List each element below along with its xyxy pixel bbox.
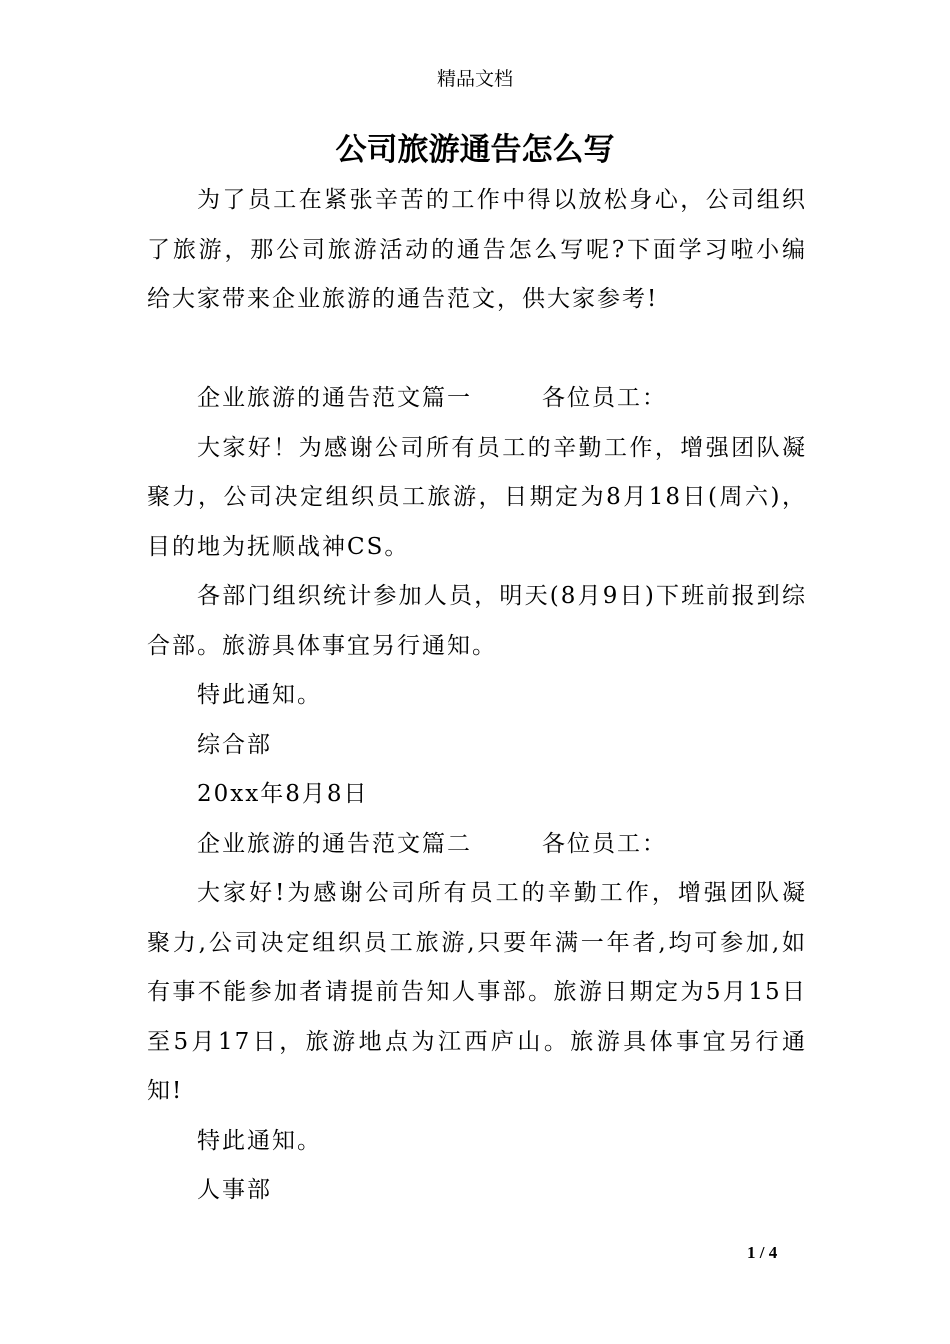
blank-line [147,325,807,375]
document-body [147,176,807,1216]
sample1-date: 20xx年8月8日 [197,781,369,807]
sample1-heading: 企业旅游的通告范文篇一 [197,385,472,411]
sample1-paragraph-1: 大家好！为感谢公司所有员工的辛勤工作，增强团队凝聚力，公司决定组织员工旅游，日期定为8月18日(周六)，目的地为抚顺战神CS。 [147,434,807,560]
page-header: 精品文档 [436,68,513,90]
total-pages: 4 [768,1243,778,1262]
sample1-paragraph-2: 各部门组织统计参加人员，明天(8月9日)下班前报到综合部。旅游具体事宜另行通知。 [147,583,807,659]
sample1-department: 综合部 [197,731,272,758]
sample2-greeting: 各位员工： [542,830,667,857]
sample1-heading-line [147,374,807,424]
sample2-closing: 特此通知。 [197,1127,322,1154]
sample1-greeting: 各位员工： [542,385,667,411]
current-page: 1 [747,1243,756,1262]
sample2-department: 人事部 [197,1177,272,1203]
document-title: 公司旅游通告怎么写 [335,132,615,168]
sample2-heading-line [147,820,807,870]
sample1-closing: 特此通知。 [197,682,322,708]
intro-paragraph: 为了员工在紧张辛苦的工作中得以放松身心，公司组织了旅游，那公司旅游活动的通告怎么写呢?下面学习啦小编给大家带来企业旅游的通告范文，供大家参考! [147,187,807,312]
sample2-paragraph-1: 大家好!为感谢公司所有员工的辛勤工作，增强团队凝聚力,公司决定组织员工旅游,只要年满一年者,均可参加,如有事不能参加者请提前告知人事部。旅游日期定为5月15日至5月17日，旅游地点为江西庐山。旅游具体事宜另行通知! [147,880,807,1104]
sample2-heading: 企业旅游的通告范文篇二 [197,830,472,857]
page-separator: / [759,1243,765,1262]
page-number [747,1242,777,1264]
